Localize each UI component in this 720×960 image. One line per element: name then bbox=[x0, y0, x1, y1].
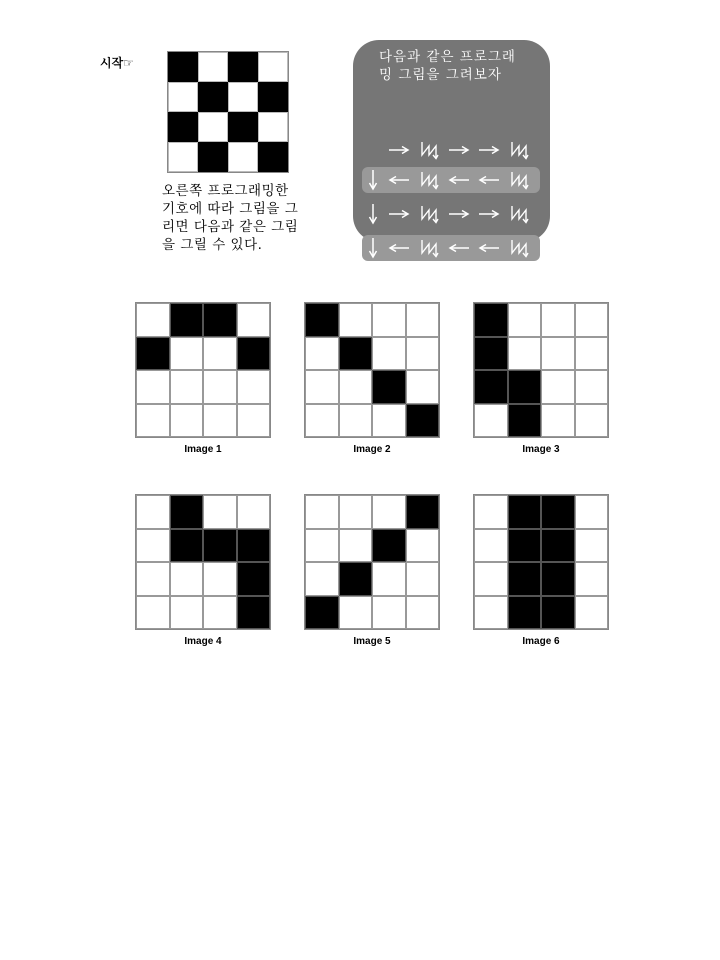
option-cell bbox=[541, 337, 575, 371]
option-grid bbox=[304, 494, 440, 630]
option-cell bbox=[136, 596, 170, 630]
option-cell bbox=[406, 495, 440, 529]
option-cell bbox=[575, 562, 609, 596]
option-cell bbox=[541, 562, 575, 596]
option-grid bbox=[135, 302, 271, 438]
option-cell bbox=[372, 596, 406, 630]
program-title-line: 다음과 같은 프로그래 bbox=[379, 49, 516, 65]
option-cell bbox=[170, 370, 204, 404]
option-cell bbox=[305, 337, 339, 371]
option-cell bbox=[474, 370, 508, 404]
option-cell bbox=[474, 596, 508, 630]
option-cell bbox=[136, 370, 170, 404]
image-option[interactable] bbox=[304, 494, 440, 647]
zigzag-icon bbox=[414, 167, 444, 193]
example-cell bbox=[228, 142, 258, 172]
option-cell bbox=[136, 404, 170, 438]
option-cell bbox=[541, 370, 575, 404]
option-cell bbox=[136, 303, 170, 337]
left-icon bbox=[384, 235, 414, 261]
option-cell bbox=[237, 562, 271, 596]
example-cell bbox=[198, 52, 228, 82]
option-cell bbox=[136, 337, 170, 371]
option-cell bbox=[136, 529, 170, 563]
option-cell bbox=[372, 303, 406, 337]
image-option[interactable] bbox=[135, 302, 271, 455]
option-cell bbox=[372, 337, 406, 371]
example-cell bbox=[228, 52, 258, 82]
option-cell bbox=[575, 596, 609, 630]
option-cell bbox=[474, 529, 508, 563]
left-icon bbox=[474, 167, 504, 193]
option-cell bbox=[541, 495, 575, 529]
example-cell bbox=[258, 112, 288, 142]
option-cell bbox=[575, 303, 609, 337]
option-label: Image 1 bbox=[184, 444, 222, 455]
image-option[interactable] bbox=[135, 494, 271, 647]
option-cell bbox=[170, 337, 204, 371]
program-title bbox=[379, 48, 516, 84]
star-icon bbox=[171, 55, 193, 77]
option-cell bbox=[237, 495, 271, 529]
description-line: 을 그릴 수 있다. bbox=[162, 237, 263, 253]
option-cell bbox=[541, 596, 575, 630]
option-cell bbox=[305, 529, 339, 563]
image-option[interactable] bbox=[473, 302, 609, 455]
option-cell bbox=[170, 529, 204, 563]
option-cell bbox=[406, 337, 440, 371]
example-cell bbox=[258, 52, 288, 82]
start-label: 시작☞ bbox=[100, 56, 134, 70]
option-cell bbox=[305, 370, 339, 404]
program-row bbox=[362, 235, 540, 261]
option-grid bbox=[135, 494, 271, 630]
example-grid bbox=[167, 51, 289, 173]
down-icon bbox=[362, 235, 384, 261]
option-cell bbox=[305, 562, 339, 596]
image-option[interactable] bbox=[473, 494, 609, 647]
zigzag-icon bbox=[504, 235, 534, 261]
option-cell bbox=[372, 495, 406, 529]
option-cell bbox=[170, 303, 204, 337]
option-cell bbox=[508, 596, 542, 630]
option-label: Image 4 bbox=[184, 636, 222, 647]
option-cell bbox=[203, 337, 237, 371]
option-cell bbox=[474, 562, 508, 596]
example-cell bbox=[198, 82, 228, 112]
option-cell bbox=[305, 404, 339, 438]
option-grid bbox=[304, 302, 440, 438]
right-icon bbox=[444, 137, 474, 163]
option-grid bbox=[473, 302, 609, 438]
option-cell bbox=[203, 495, 237, 529]
option-cell bbox=[203, 529, 237, 563]
option-cell bbox=[237, 370, 271, 404]
example-cell bbox=[168, 112, 198, 142]
program-row bbox=[362, 137, 540, 163]
option-cell bbox=[136, 495, 170, 529]
program-box bbox=[353, 40, 550, 242]
option-cell bbox=[339, 596, 373, 630]
right-icon bbox=[444, 201, 474, 227]
down-icon bbox=[362, 167, 384, 193]
option-cell bbox=[237, 404, 271, 438]
option-cell bbox=[339, 562, 373, 596]
option-cell bbox=[575, 337, 609, 371]
program-row bbox=[362, 201, 540, 227]
option-cell bbox=[203, 404, 237, 438]
example-cell bbox=[258, 82, 288, 112]
right-icon bbox=[474, 137, 504, 163]
option-cell bbox=[406, 404, 440, 438]
right-icon bbox=[384, 137, 414, 163]
option-cell bbox=[305, 303, 339, 337]
left-icon bbox=[444, 167, 474, 193]
option-cell bbox=[508, 404, 542, 438]
option-cell bbox=[372, 404, 406, 438]
option-cell bbox=[136, 562, 170, 596]
option-cell bbox=[339, 404, 373, 438]
option-cell bbox=[170, 404, 204, 438]
option-cell bbox=[237, 337, 271, 371]
option-cell bbox=[575, 404, 609, 438]
program-row bbox=[362, 167, 540, 193]
description-line: 리면 다음과 같은 그림 bbox=[162, 219, 299, 235]
option-cell bbox=[474, 303, 508, 337]
option-cell bbox=[237, 529, 271, 563]
example-cell bbox=[258, 142, 288, 172]
option-cell bbox=[203, 303, 237, 337]
option-cell bbox=[372, 562, 406, 596]
example-cell bbox=[228, 112, 258, 142]
zigzag-icon bbox=[504, 137, 534, 163]
description-line: 오른쪽 프로그래밍한 bbox=[162, 183, 289, 199]
option-cell bbox=[541, 529, 575, 563]
option-cell bbox=[372, 370, 406, 404]
right-icon bbox=[384, 201, 414, 227]
description-line: 기호에 따라 그림을 그 bbox=[162, 201, 299, 217]
option-cell bbox=[339, 303, 373, 337]
option-cell bbox=[474, 495, 508, 529]
description bbox=[162, 182, 308, 254]
option-cell bbox=[406, 529, 440, 563]
example-cell bbox=[168, 142, 198, 172]
image-option[interactable] bbox=[304, 302, 440, 455]
option-cell bbox=[575, 495, 609, 529]
option-cell bbox=[170, 562, 204, 596]
option-cell bbox=[508, 370, 542, 404]
example-cell bbox=[168, 82, 198, 112]
option-cell bbox=[203, 596, 237, 630]
example-cell bbox=[228, 82, 258, 112]
option-cell bbox=[406, 596, 440, 630]
option-cell bbox=[474, 404, 508, 438]
example-cell bbox=[168, 52, 198, 82]
option-cell bbox=[541, 404, 575, 438]
option-cell bbox=[508, 562, 542, 596]
left-icon bbox=[474, 235, 504, 261]
left-icon bbox=[444, 235, 474, 261]
option-cell bbox=[237, 596, 271, 630]
option-cell bbox=[508, 337, 542, 371]
option-cell bbox=[237, 303, 271, 337]
option-cell bbox=[541, 303, 575, 337]
option-label: Image 3 bbox=[522, 444, 560, 455]
zigzag-icon bbox=[414, 235, 444, 261]
zigzag-icon bbox=[414, 201, 444, 227]
example-cell bbox=[198, 112, 228, 142]
zigzag-icon bbox=[504, 201, 534, 227]
option-cell bbox=[372, 529, 406, 563]
left-icon bbox=[384, 167, 414, 193]
option-label: Image 2 bbox=[353, 444, 391, 455]
down-icon bbox=[362, 201, 384, 227]
option-cell bbox=[575, 529, 609, 563]
option-cell bbox=[339, 529, 373, 563]
option-label: Image 5 bbox=[353, 636, 391, 647]
option-cell bbox=[508, 529, 542, 563]
option-cell bbox=[305, 596, 339, 630]
empty-icon bbox=[362, 137, 384, 163]
option-cell bbox=[406, 303, 440, 337]
option-cell bbox=[406, 562, 440, 596]
option-grid bbox=[473, 494, 609, 630]
option-cell bbox=[406, 370, 440, 404]
option-cell bbox=[575, 370, 609, 404]
option-cell bbox=[305, 495, 339, 529]
option-label: Image 6 bbox=[522, 636, 560, 647]
option-cell bbox=[170, 596, 204, 630]
option-cell bbox=[508, 303, 542, 337]
option-cell bbox=[203, 562, 237, 596]
zigzag-icon bbox=[504, 167, 534, 193]
zigzag-icon bbox=[414, 137, 444, 163]
option-cell bbox=[203, 370, 237, 404]
example-cell bbox=[198, 142, 228, 172]
option-cell bbox=[170, 495, 204, 529]
option-cell bbox=[339, 370, 373, 404]
option-cell bbox=[339, 495, 373, 529]
program-title-line: 밍 그림을 그려보자 bbox=[379, 67, 502, 83]
option-cell bbox=[508, 495, 542, 529]
option-cell bbox=[474, 337, 508, 371]
right-icon bbox=[474, 201, 504, 227]
option-cell bbox=[339, 337, 373, 371]
